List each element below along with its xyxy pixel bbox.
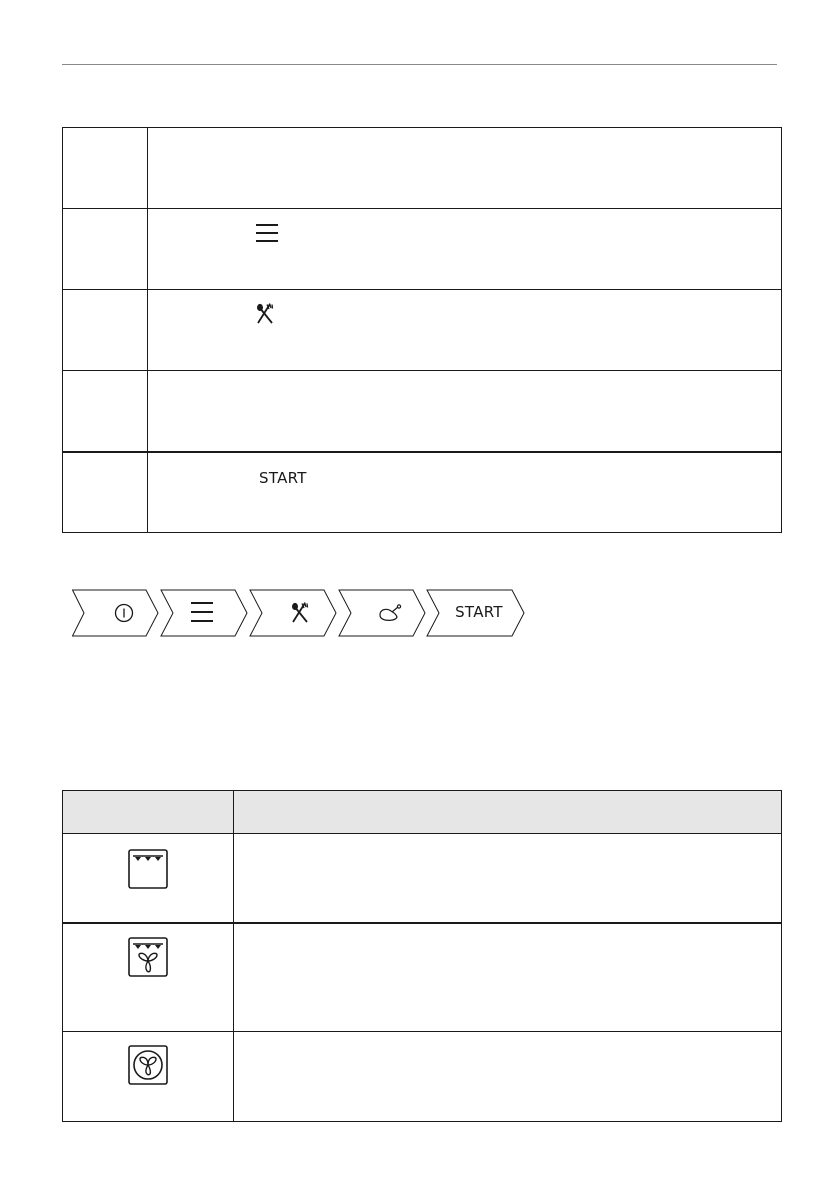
functions-header-row bbox=[63, 791, 782, 834]
step-row bbox=[63, 452, 782, 533]
flow-chevron bbox=[339, 590, 425, 636]
menu-icon bbox=[191, 603, 213, 621]
header-description bbox=[234, 791, 782, 834]
step-text-cell bbox=[148, 290, 782, 371]
top-heat-icon bbox=[127, 848, 169, 890]
function-icon-cell bbox=[63, 1032, 234, 1122]
header-symbol bbox=[63, 791, 234, 834]
roast-chicken-icon bbox=[380, 605, 401, 620]
top-heat-fan-icon bbox=[127, 936, 169, 978]
cutlery-icon bbox=[255, 303, 275, 325]
power-icon bbox=[116, 605, 133, 622]
menu-icon bbox=[255, 223, 279, 243]
step-row bbox=[63, 371, 782, 453]
step-text-cell bbox=[148, 128, 782, 209]
step-row bbox=[63, 290, 782, 371]
function-row bbox=[63, 1032, 782, 1122]
flow-chevron bbox=[250, 590, 336, 636]
flow-start-label: START bbox=[455, 603, 503, 621]
step-number-cell bbox=[63, 128, 148, 209]
functions-table bbox=[62, 790, 782, 1122]
step-number-cell bbox=[63, 290, 148, 371]
function-row bbox=[63, 923, 782, 1032]
steps-table bbox=[62, 127, 782, 533]
cutlery-icon bbox=[292, 603, 308, 623]
function-icon-cell bbox=[63, 834, 234, 924]
top-divider bbox=[62, 64, 777, 65]
function-icon-cell bbox=[63, 923, 234, 1032]
fan-circle-icon bbox=[127, 1044, 169, 1086]
start-button-label: START bbox=[259, 469, 307, 487]
step-text-cell bbox=[148, 209, 782, 290]
function-description-cell bbox=[234, 834, 782, 924]
step-text-cell bbox=[148, 452, 782, 533]
function-description-cell bbox=[234, 1032, 782, 1122]
function-row bbox=[63, 834, 782, 924]
step-flow bbox=[72, 589, 532, 637]
step-number-cell bbox=[63, 209, 148, 290]
step-number-cell bbox=[63, 452, 148, 533]
function-description-cell bbox=[234, 923, 782, 1032]
step-row bbox=[63, 128, 782, 209]
step-text-cell bbox=[148, 371, 782, 453]
step-row bbox=[63, 209, 782, 290]
step-number-cell bbox=[63, 371, 148, 453]
